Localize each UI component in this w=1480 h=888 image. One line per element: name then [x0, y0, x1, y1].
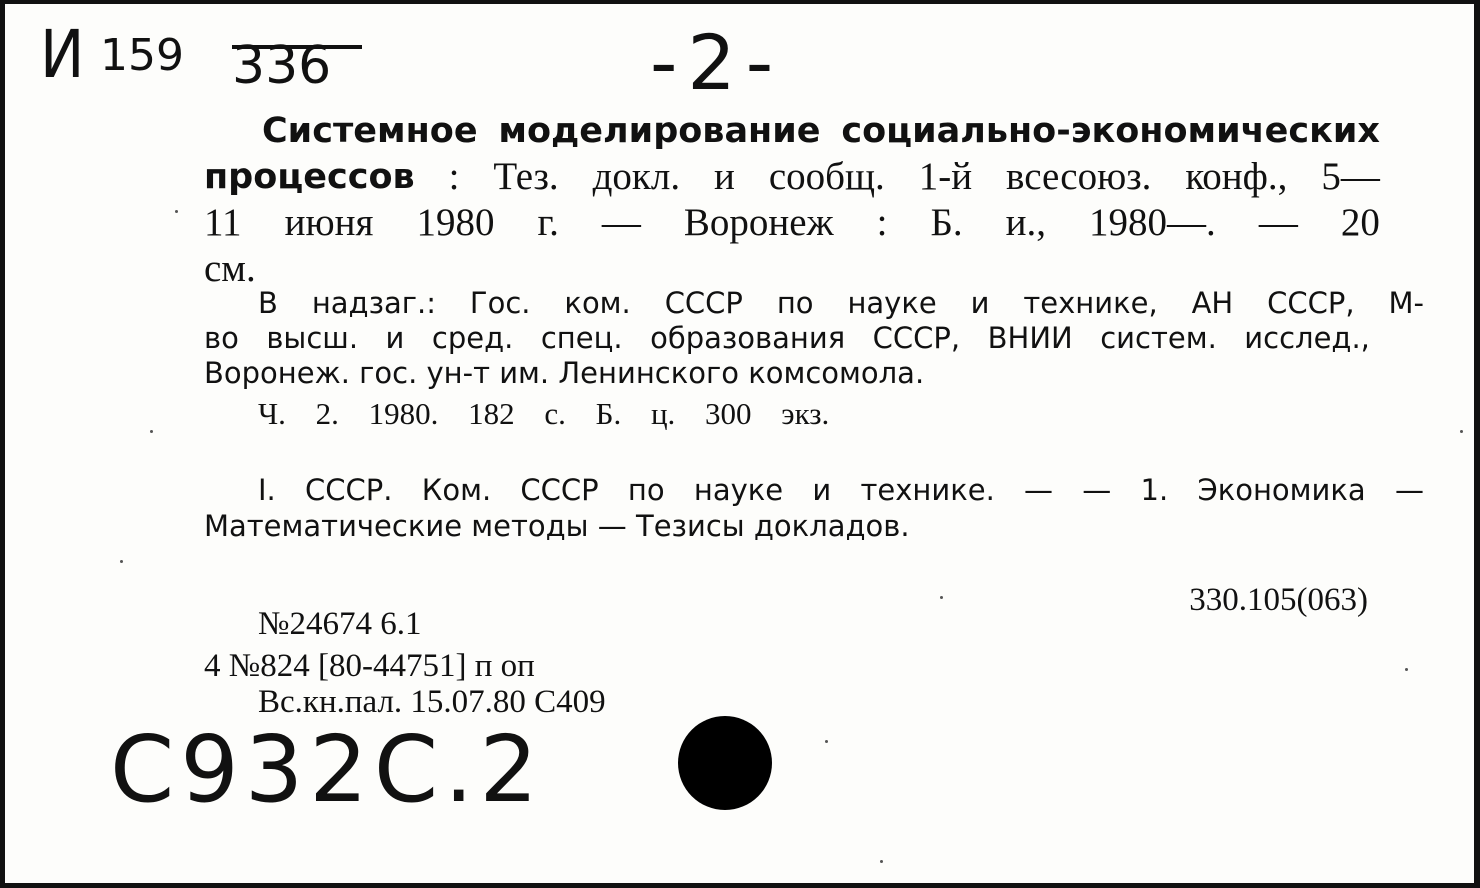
nadzag-line-2: [204, 321, 1370, 356]
note-word: ком.: [564, 286, 631, 320]
accession-line-1: №24674 6.1: [258, 606, 422, 642]
note-word: высш.: [266, 321, 359, 355]
title-word: 20: [1340, 201, 1380, 244]
title-word: 1980: [416, 201, 495, 244]
title-word: социально-экономических: [841, 111, 1380, 151]
tracing-word: науке: [693, 473, 784, 507]
title-word: —: [601, 201, 641, 244]
tracing-word: 1.: [1140, 473, 1169, 507]
shelf-mark: И: [40, 16, 87, 93]
tracing-word: —: [1394, 473, 1424, 507]
tracing-word: Экономика: [1197, 473, 1366, 507]
punch-hole: [678, 716, 772, 810]
title-word: 5—: [1321, 155, 1380, 198]
note-word: и: [385, 321, 405, 355]
note-word: спец.: [540, 321, 623, 355]
collation: Ч. 2. 1980. 182 с. Б. ц. 300 экз.: [258, 396, 830, 431]
title-word: июня: [284, 201, 374, 244]
scan-speck: [940, 596, 943, 599]
note-word: во: [204, 321, 239, 355]
note-word: надзаг.:: [311, 286, 437, 320]
tracing-word: —: [1082, 473, 1112, 507]
note-word: исслед.,: [1244, 321, 1370, 355]
title-word: Б.: [930, 201, 963, 244]
title-line-1: [204, 108, 1380, 154]
accession-line-3: Вс.кн.пал. 15.07.80 С409: [258, 684, 606, 720]
tracing-word: I.: [258, 473, 276, 507]
title-word: г.: [537, 201, 559, 244]
title-word: :: [448, 155, 460, 198]
title-word: конф.,: [1185, 155, 1288, 198]
scan-speck: [120, 560, 123, 563]
shelf-mark-number: 159: [100, 30, 184, 81]
note-word: образования: [650, 321, 846, 355]
title-word: всесоюз.: [1006, 155, 1152, 198]
title-block: [204, 108, 1380, 292]
title-word: 11: [204, 201, 242, 244]
nadzag-line-3: Воронеж. гос. ун-т им. Ленинского комсомола.: [204, 356, 925, 390]
tracing-word: по: [627, 473, 665, 507]
title-word: Тез.: [493, 155, 559, 198]
note-word: технике,: [1023, 286, 1158, 320]
card-border-top: [0, 0, 1480, 4]
title-word: процессов: [204, 157, 415, 197]
title-word: 1980—.: [1089, 201, 1216, 244]
note-word: СССР,: [1267, 286, 1355, 320]
udc-number: 330.105(063): [1189, 582, 1368, 618]
note-word: Гос.: [469, 286, 531, 320]
title-line-2: [204, 154, 1380, 200]
scan-speck: [175, 210, 178, 213]
note-word: ВНИИ: [987, 321, 1073, 355]
card-border-right: [1474, 0, 1480, 888]
title-word: :: [876, 201, 888, 244]
shelf-mark-fraction: 336: [232, 36, 332, 96]
note-word: АН: [1191, 286, 1234, 320]
page-number: -2-: [650, 18, 784, 107]
tracing-line-2: Математические методы — Тезисы докладов.: [204, 509, 910, 543]
title-word: моделирование: [498, 111, 821, 151]
note-word: М-: [1388, 286, 1424, 320]
tracing-word: и: [812, 473, 832, 507]
card-border-bottom: [0, 883, 1480, 888]
accession-line-2: 4 №824 [80-44751] п оп: [204, 648, 535, 684]
note-word: В: [258, 286, 278, 320]
title-word: и: [714, 155, 735, 198]
title-word: 1-й: [918, 155, 973, 198]
title-word: Воронеж: [683, 201, 834, 244]
title-word: сообщ.: [768, 155, 885, 198]
title-word: докл.: [592, 155, 681, 198]
title-word: Системное: [262, 111, 478, 151]
title-word: —: [1258, 201, 1298, 244]
note-word: СССР,: [872, 321, 961, 355]
note-word: СССР: [664, 286, 743, 320]
card-border-left: [0, 0, 5, 888]
scan-speck: [880, 860, 883, 863]
tracing-word: СССР.: [305, 473, 393, 507]
title-line-3: [204, 200, 1380, 246]
title-line-4: см.: [204, 247, 256, 290]
scan-speck: [825, 740, 828, 743]
note-word: сред.: [431, 321, 514, 355]
tracing-line-1: [204, 472, 1424, 508]
tracing: [204, 472, 1424, 544]
note-word: систем.: [1100, 321, 1217, 355]
call-number-handwritten: С932С.2: [110, 716, 544, 823]
title-word: и.,: [1005, 201, 1047, 244]
nadzag-line-1: [204, 286, 1424, 321]
tracing-word: —: [1024, 473, 1054, 507]
note-word: по: [776, 286, 814, 320]
scan-speck: [150, 430, 153, 433]
note-word: и: [970, 286, 990, 320]
tracing-word: СССР: [520, 473, 599, 507]
nadzag-note: [204, 286, 1424, 391]
note-word: науке: [847, 286, 937, 320]
scan-speck: [1405, 668, 1408, 671]
tracing-word: технике.: [860, 473, 995, 507]
tracing-word: Ком.: [421, 473, 492, 507]
scan-speck: [1460, 430, 1463, 433]
